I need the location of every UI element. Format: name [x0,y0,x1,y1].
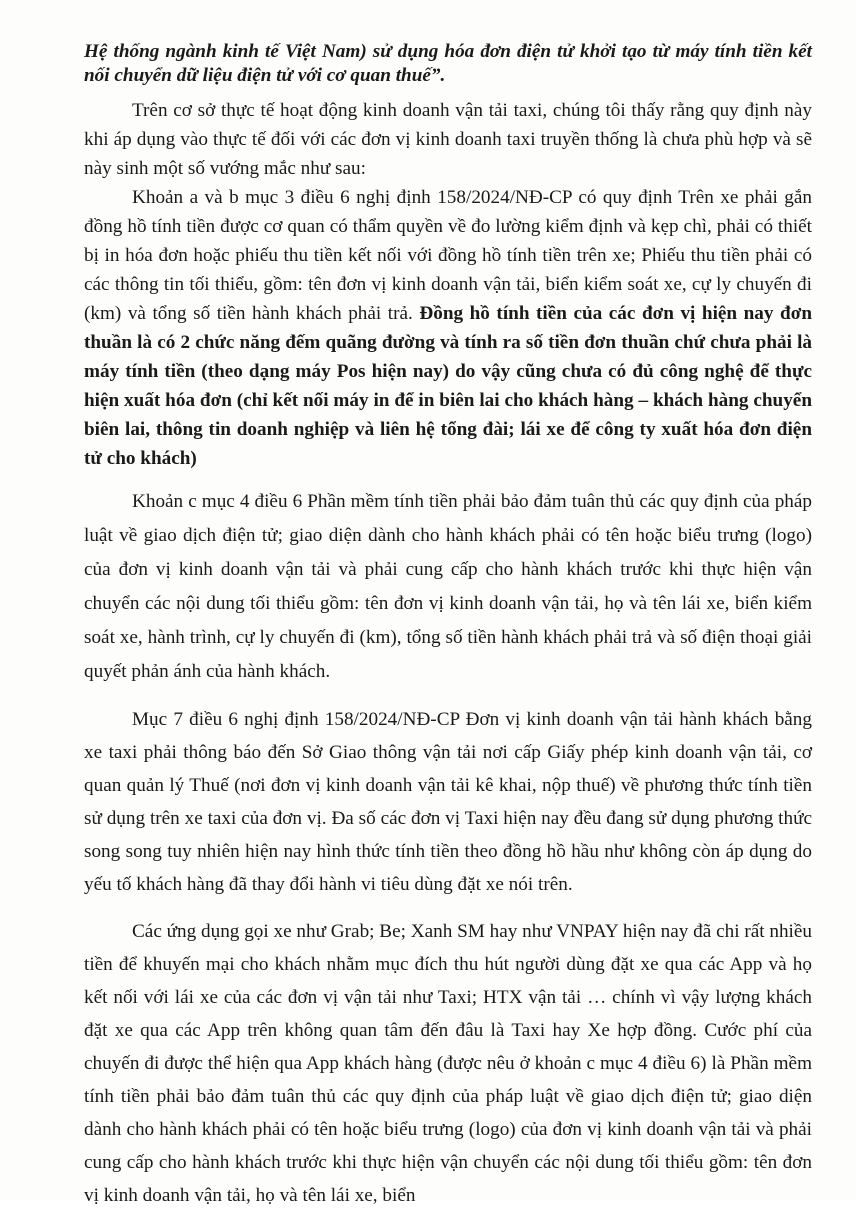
paragraph-clause-a-b-text: Khoản a và b mục 3 điều 6 nghị định 158/2024/NĐ-CP có quy định Trên xe phải gắn đồng hồ tính tiền được cơ quan có thẩm quyền về đo lường kiểm định và kẹp chì, phải có thiết bị in hóa đơn hoặc phiếu thu tiền kết nối với đồng hồ tính tiền trên xe; Phiếu thu tiền phải có các thông tin tối thiểu, gồm: tên đơn vị kinh doanh vận tải, biển kiểm soát xe, cự ly chuyến đi (km) và tổng số tiền hành khách phải trả. [84,187,812,324]
document-body [84,96,812,1212]
paragraph-clause-c: Khoản c mục 4 điều 6 Phần mềm tính tiền phải bảo đảm tuân thủ các quy định của pháp luật về giao dịch điện tử; giao diện dành cho hành khách phải có tên hoặc biểu trưng (logo) của đơn vị kinh doanh vận tải và phải cung cấp cho hành khách trước khi thực hiện vận chuyển các nội dung tối thiểu gồm: tên đơn vị kinh doanh vận tải, họ và tên lái xe, biển kiểm soát xe, hành trình, cự ly chuyến đi (km), tổng số tiền hành khách phải trả và số điện thoại giải quyết phản ánh của hành khách. [84,491,812,682]
paragraph-clause-a-b-bold: Đồng hồ tính tiền của các đơn vị hiện nay đơn thuần là có 2 chức năng đếm quãng đường và tính ra số tiền đơn thuần chứ chưa phải là máy tính tiền (theo dạng máy Pos hiện nay) do vậy cũng chưa có đủ công nghệ để thực hiện xuất hóa đơn (chỉ kết nối máy in để in biên lai cho khách hàng – khách hàng chuyển biên lai, thông tin doanh nghiệp và liên hệ tổng đài; lái xe để công ty xuất hóa đơn điện tử cho khách) [84,303,813,469]
paragraph-section-7: Mục 7 điều 6 nghị định 158/2024/NĐ-CP Đơn vị kinh doanh vận tải hành khách bằng xe taxi phải thông báo đến Sở Giao thông vận tải nơi cấp Giấy phép kinh doanh vận tải, cơ quan quản lý Thuế (nơi đơn vị kinh doanh vận tải kê khai, nộp thuế) về phương thức tính tiền sử dụng trên xe taxi của đơn vị. Đa số các đơn vị Taxi hiện nay đều đang sử dụng phương thức song song tuy nhiên hiện nay hình thức tính tiền theo đồng hồ hầu như không còn áp dụng do yếu tố khách hàng đã thay đổi hành vi tiêu dùng đặt xe nói trên. [84,709,812,895]
paragraph-clause-a-b [84,183,812,473]
paragraph-apps: Các ứng dụng gọi xe như Grab; Be; Xanh SM hay như VNPAY hiện nay đã chi rất nhiều tiền để khuyến mại cho khách nhằm mục đích thu hút người dùng đặt xe qua các App và họ kết nối với lái xe của các đơn vị vận tải như Taxi; HTX vận tải … chính vì vậy lượng khách đặt xe qua các App trên không quan tâm đến đâu là Taxi hay Xe hợp đồng. Cước phí của chuyến đi được thể hiện qua App khách hàng (được nêu ở khoản c mục 4 điều 6) là Phần mềm tính tiền phải bảo đảm tuân thủ các quy định của pháp luật về giao dịch điện tử; giao diện dành cho hành khách phải có tên hoặc biểu trưng (logo) của đơn vị kinh doanh vận tải và phải cung cấp cho hành khách trước khi thực hiện vận chuyển các nội dung tối thiểu gồm: tên đơn vị kinh doanh vận tải, họ và tên lái xe, biển [84,921,812,1206]
heading-italic: Hệ thống ngành kinh tế Việt Nam) sử dụng hóa đơn điện tử khởi tạo từ máy tính tiền kết nối chuyển dữ liệu điện tử với cơ quan thuế”. [84,41,812,86]
paragraph-intro: Trên cơ sở thực tế hoạt động kinh doanh vận tải taxi, chúng tôi thấy rằng quy định này khi áp dụng vào thực tế đối với các đơn vị kinh doanh taxi truyền thống là chưa phù hợp và sẽ này sinh một số vướng mắc như sau: [84,100,812,179]
